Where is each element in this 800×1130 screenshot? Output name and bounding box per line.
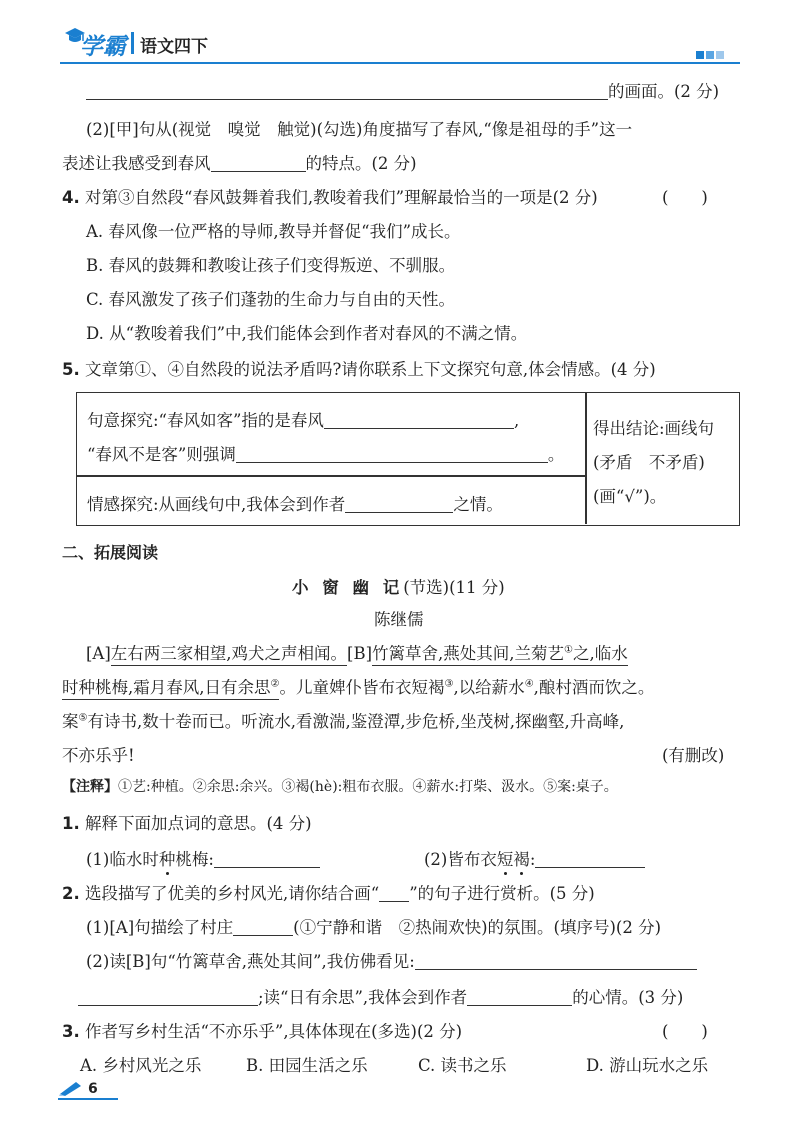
header-decoration [696,44,724,63]
s2q1-item-2: (2)皆布衣短褐: [424,846,645,870]
conclusion-choices[interactable]: (矛盾 不矛盾) [593,453,705,472]
table-divider-horizontal [77,475,585,477]
s2-question-1: 1. 解释下面加点词的意思。(4 分) [62,814,312,833]
table-divider-vertical [585,393,587,524]
s2q2-item-1: (1)[A]句描绘了村庄 (①宁静和谐 ②热闹欢快)的氛围。(填序号)(2 分) [86,918,662,937]
answer-blank[interactable] [345,496,453,514]
brand-logo: 学霸 [80,34,126,60]
option-b[interactable]: B. 春风的鼓舞和教唆让孩子们变得叛逆、不驯服。 [86,256,456,275]
s2-question-2: 2. 选段描写了优美的乡村风光,请你结合画“ ”的句子进行赏析。(5 分) [62,884,595,903]
s2q2-item-2: (2)读[B]句“竹篱草舍,燕处其间”,我仿佛看见: [86,948,697,972]
s2q3-option-c[interactable]: C. 读书之乐 [418,1056,507,1075]
passage-author: 陈继儒 [374,610,424,629]
answer-paren[interactable]: ( ) [662,188,708,207]
answer-blank[interactable] [214,851,320,869]
answer-blank[interactable] [236,446,548,464]
answer-blank[interactable] [211,155,306,173]
q3-line1: 的画面。(2 分) [86,78,719,102]
s2q1-item-1: (1)临水时种桃梅: [86,846,320,870]
answer-blank[interactable] [467,989,572,1007]
answer-blank[interactable] [415,953,697,971]
conclusion-line-3: (画“√”)。 [593,487,667,506]
conclusion-line-1: 得出结论:画线句 [593,419,715,438]
s2q3-option-b[interactable]: B. 田园生活之乐 [246,1056,368,1075]
passage-line-4: 不亦乐乎! [62,746,135,765]
answer-blank[interactable] [78,989,258,1007]
answer-blank[interactable] [86,83,608,101]
question-stem: 文章第①、④自然段的说法矛盾吗?请你联系上下文探究句意,体会情感。(4 分) [85,360,656,379]
question-5 [62,356,656,380]
subject-label: 语文四下 [140,37,208,57]
s2-question-3: 3. 作者写乡村生活“不亦乐乎”,具体体现在(多选)(2 分) [62,1022,463,1041]
s2q3-option-a[interactable]: A. 乡村风光之乐 [80,1056,202,1075]
passage-title: 小 窗 幽 记(节选)(11 分) [292,578,505,597]
header-rule [60,62,740,64]
option-c[interactable]: C. 春风激发了孩子们蓬勃的生命力与自由的天性。 [86,290,456,309]
question-number: 4. [62,188,80,207]
pencil-icon [58,1080,84,1100]
q5-table [76,392,740,526]
passage-line-2: 时种桃梅,霜月春风,日有余思②。儿童婢仆皆布衣短褐③,以给薪水④,酿村酒而饮之。 [62,674,654,698]
row2-line: 情感探究:从画线句中,我体会到作者 之情。 [87,495,503,514]
s2q3-option-d[interactable]: D. 游山玩水之乐 [586,1056,709,1075]
answer-blank[interactable] [233,919,293,937]
annotation-notes: 【注释】①艺:种植。②余思:余兴。③褐(hè):粗布衣服。④薪水:打柴、汲水。⑤案:桌子。 [62,779,618,795]
answer-paren[interactable]: ( ) [662,1022,708,1041]
q3-line3: 表述让我感受到春风 的特点。(2 分) [62,154,417,173]
passage-note: (有删改) [662,746,725,765]
passage-line-3: 案⑤有诗书,数十卷而已。听流水,看激湍,鉴澄潭,步危桥,坐茂树,探幽壑,升高峰, [62,712,625,731]
q3-line2: (2)[甲]句从(视觉 嗅觉 触觉)(勾选)角度描写了春风,“像是祖母的手”这一 [86,120,633,139]
passage-line-1: [A]左右两三家相望,鸡犬之声相闻。[B]竹篱草舍,燕处其间,兰菊艺①之,临水 [86,640,628,664]
row1-line-b: “春风不是客”则强调 。 [87,445,565,464]
question-4 [62,184,598,208]
answer-blank[interactable] [324,412,514,430]
s2q2-item-2-line2: ;读“日有余思”,我体会到作者 的心情。(3 分) [78,984,683,1008]
answer-blank[interactable] [535,851,645,869]
option-a[interactable]: A. 春风像一位严格的导师,教导并督促“我们”成长。 [86,222,461,241]
page-number: 6 [88,1081,98,1097]
question-stem: 对第③自然段“春风鼓舞着我们,教唆着我们”理解最恰当的一项是(2 分) [85,188,598,207]
row1-line-a: 句意探究:“春风如客”指的是春风 , [87,411,520,430]
question-number: 5. [62,360,80,379]
question-number: 3. [62,1022,80,1041]
question-number: 2. [62,884,80,903]
section-heading: 二、拓展阅读 [62,543,159,562]
underline-mark [379,885,409,903]
footer-rule [58,1098,118,1100]
logo-divider [131,32,134,54]
question-number: 1. [62,814,80,833]
option-d[interactable]: D. 从“教唆着我们”中,我们能体会到作者对春风的不满之情。 [86,324,528,343]
